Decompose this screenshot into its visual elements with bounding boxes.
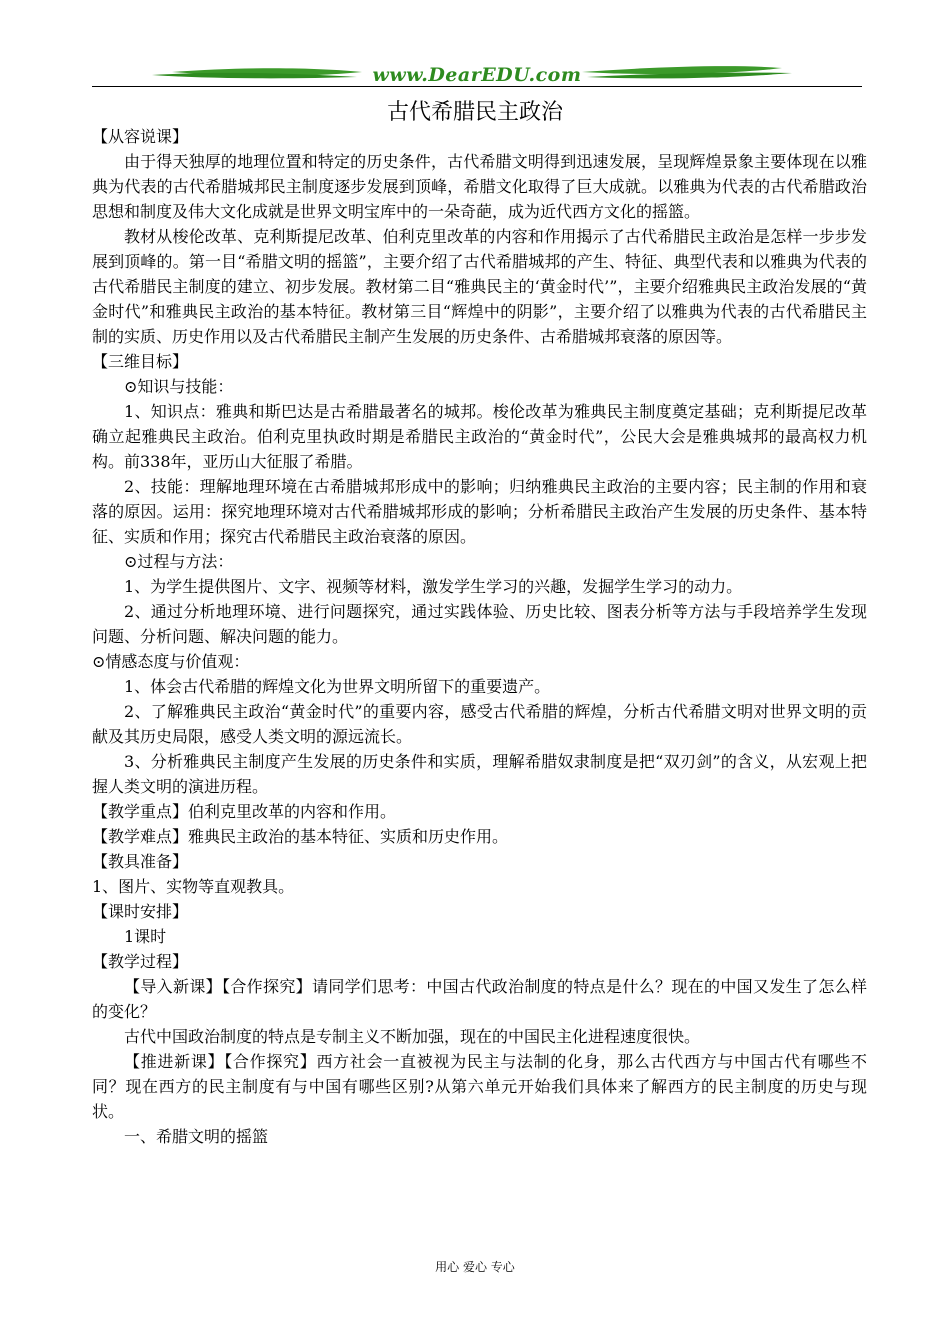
- document-body: [92, 124, 867, 1149]
- paragraph: 2、通过分析地理环境、进行问题探究，通过实践体验、历史比较、图表分析等方法与手段培养学生发现问题、分析问题、解决问题的能力。: [92, 602, 867, 646]
- paragraph: 1、体会古代希腊的辉煌文化为世界文明所留下的重要遗产。: [124, 677, 551, 696]
- paragraph: 【推进新课】【合作探究】西方社会一直被视为民主与法制的化身，那么古代西方与中国古代有哪些不同？现在西方的民主制度有与中国有哪些区别?从第六单元开始我们具体来了解西方的民主制度的历史与现状。: [92, 1052, 867, 1121]
- paragraph: ⊙知识与技能：: [124, 377, 234, 396]
- paragraph: 1、为学生提供图片、文字、视频等材料，激发学生学习的兴趣，发掘学生学习的动力。: [124, 577, 743, 596]
- paragraph: 3、分析雅典民主制度产生发展的历史条件和实质，理解希腊奴隶制度是把“双刃剑”的含义，从宏观上把握人类文明的演进历程。: [92, 752, 867, 796]
- document-title: 古代希腊民主政治: [386, 100, 563, 125]
- page-footer: 用心 爱心 专心: [435, 1260, 515, 1274]
- paragraph: 由于得天独厚的地理位置和特定的历史条件，古代希腊文明得到迅速发展，呈现辉煌景象主要体现在以雅典为代表的古代希腊城邦民主制度逐步发展到顶峰，希腊文化取得了巨大成就。以雅典为代表的古代希腊政治思想和制度及伟大文化成就是世界文明宝库中的一朵奇葩，成为近代西方文化的摇篮。: [92, 152, 867, 221]
- paragraph: 教材从梭伦改革、克利斯提尼改革、伯利克里改革的内容和作用揭示了古代希腊民主政治是怎样一步步发展到顶峰的。第一目“希腊文明的摇篮”，主要介绍了古代希腊城邦的产生、特征、典型代表和以雅典为代表的古代希腊民主制度的建立、初步发展。教材第二目“雅典民主的‘黄金时代’”，主要介绍雅典民主政治发展的“黄金时代”和雅典民主政治的基本特征。教材第三目“辉煌中的阴影”，主要介绍了以雅典为代表的古代希腊民主制的实质、历史作用以及古代希腊民主制产生发展的历史条件、古希腊城邦衰落的原因等。: [92, 227, 867, 346]
- paragraph: 【教学难点】雅典民主政治的基本特征、实质和历史作用。: [92, 827, 509, 846]
- paragraph: 2、了解雅典民主政治“黄金时代”的重要内容，感受古代希腊的辉煌，分析古代希腊文明对世界文明的贡献及其历史局限，感受人类文明的源远流长。: [92, 702, 867, 746]
- paragraph: 2、技能：理解地理环境在古希腊城邦形成中的影响；归纳雅典民主政治的主要内容；民主制的作用和衰落的原因。运用：探究地理环境对古代希腊城邦形成的影响；分析希腊民主政治产生发展的历史条件、基本特征、实质和作用；探究古代希腊民主政治衰落的原因。: [92, 477, 867, 546]
- paragraph: 1、知识点：雅典和斯巴达是古希腊最著名的城邦。梭伦改革为雅典民主制度奠定基础；克利斯提尼改革确立起雅典民主政治。伯利克里执政时期是希腊民主政治的“黄金时代”，公民大会是雅典城邦的最高权力机构。前338年，亚历山大征服了希腊。: [92, 402, 867, 471]
- site-logo-text: www.DearEDU.com: [372, 64, 582, 86]
- header-logo-banner: [92, 58, 862, 98]
- paragraph: 【教学过程】: [92, 952, 189, 971]
- paragraph: 古代中国政治制度的特点是专制主义不断加强，现在的中国民主化进程速度很快。: [124, 1027, 701, 1046]
- paragraph: 一、希腊文明的摇篮: [124, 1127, 269, 1146]
- paragraph: 1、图片、实物等直观教具。: [92, 877, 295, 896]
- paragraph: 1课时: [124, 927, 167, 946]
- paragraph: 【课时安排】: [92, 902, 189, 921]
- header-divider: [92, 86, 862, 87]
- paragraph: ⊙过程与方法：: [124, 552, 234, 571]
- paragraph: 【从容说课】: [92, 127, 189, 146]
- paragraph: 【导入新课】【合作探究】请同学们思考：中国古代政治制度的特点是什么？现在的中国又发生了怎么样的变化？: [92, 977, 867, 1021]
- paragraph: 【教具准备】: [92, 852, 189, 871]
- paragraph: 【三维目标】: [92, 352, 189, 371]
- paragraph: ⊙情感态度与价值观：: [92, 652, 250, 671]
- paragraph: 【教学重点】伯利克里改革的内容和作用。: [92, 802, 397, 821]
